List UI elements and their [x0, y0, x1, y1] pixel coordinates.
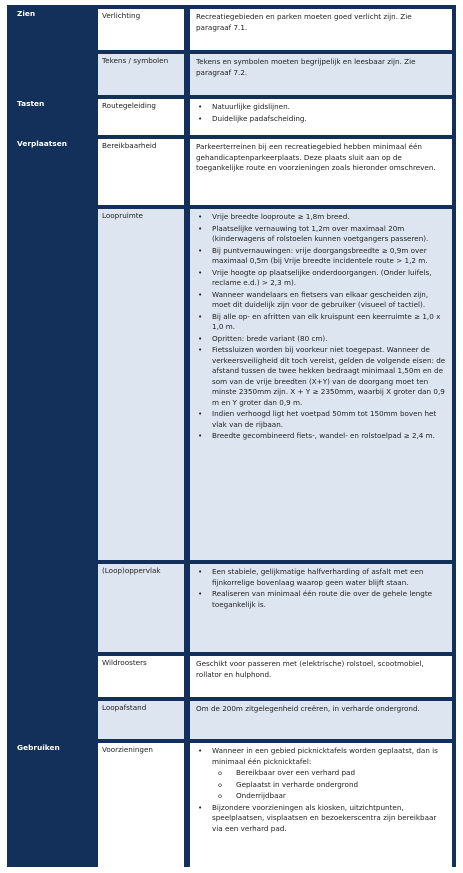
list-item: • Vrije breedte looproute ≥ 1,8m breed. [212, 212, 446, 223]
row-label: Voorzieningen [98, 743, 184, 867]
row-label-verlichting [95, 5, 188, 50]
row-detail-verlichting [188, 5, 456, 50]
row-label-tekens [95, 50, 188, 95]
row-label: Wildroosters [98, 656, 184, 697]
row-label-oppervlak [95, 560, 188, 652]
row-text: Parkeerterreinen bij een recreatiegebied hebben minimaal één gehandicaptenparkeerplaats. Deze plaats sluit aan op de toegankelijke route en voorzieningen zoals hieronder omschreven. [190, 139, 452, 205]
section-label: Verplaatsen [17, 139, 67, 148]
row-label: Loopruimte [98, 209, 184, 560]
row-label-voorzieningen [95, 739, 188, 867]
row-detail-voorzieningen [188, 739, 456, 867]
row-label: (Loop)oppervlak [98, 564, 184, 652]
row-label: Routegeleiding [98, 99, 184, 135]
list-item: • Fietssluizen worden bij voorkeur niet toegepast. Wanneer de verkeersveiligheid dit toch vereist, gelden de volgende eisen: de afstand tussen de twee hekken bedraagt minimaal 1,50m en de som van de vrije breedten (X+Y) van de doorgang moet ten minste 2350mm zijn. X + Y ≥ 2350mm, waarbij X groter dan 0,9 m en Y groter dan 0,9 m. [212, 345, 446, 408]
section-gebruiken [7, 739, 95, 867]
row-text: Tekens en symbolen moeten begrijpelijk en leesbaar zijn. Zie paragraaf 7.2. [190, 54, 452, 95]
sub-list-item: o Geplaatst in verharde ondergrond [236, 780, 446, 791]
section-tasten [7, 95, 95, 135]
list-item: • Plaatselijke vernauwing tot 1,2m over maximaal 20m (kinderwagens of rolstoelen kunnen voetgangers passeren). [212, 224, 446, 245]
list-item: • Bijzondere voorzieningen als kiosken, uitzichtpunten, speelplaatsen, visplaatsen en bezoekerscentra zijn bereikbaar via een verhard pad. [212, 803, 446, 835]
row-label-wildroosters [95, 652, 188, 697]
sub-list-item: o Bereikbaar over een verhard pad [236, 768, 446, 779]
list-item: • Indien verhoogd ligt het voetpad 50mm tot 150mm boven het vlak van de rijbaan. [212, 409, 446, 430]
list-item: • Natuurlijke gidslijnen. [212, 102, 446, 113]
row-label: Verlichting [98, 9, 184, 50]
row-list [190, 564, 452, 652]
list-item: • Opritten: brede variant (80 cm). [212, 334, 446, 345]
row-list [190, 99, 452, 135]
list-item: • Bij puntvernauwingen: vrije doorgangsbreedte ≥ 0,9m over maximaal 0,5m (bij Vrije breedte incidentele route > 1,2 m. [212, 246, 446, 267]
row-label-loopafstand [95, 697, 188, 739]
row-detail-loopruimte [188, 205, 456, 560]
row-label-bereikbaarheid [95, 135, 188, 205]
section-zien [7, 5, 95, 95]
section-label: Gebruiken [17, 743, 60, 752]
list-item: • Wanneer wandelaars en fietsers van elkaar gescheiden zijn, moet dit duidelijk zijn voor de gebruiker (visueel of tactiel). [212, 290, 446, 311]
sub-list-item: o Onderrijdbaar [236, 791, 446, 802]
list-item: • Bij alle op- en afritten van elk kruispunt een keerruimte ≥ 1,0 x 1,0 m. [212, 312, 446, 333]
row-list [190, 209, 452, 560]
row-detail-routegeleiding [188, 95, 456, 135]
row-label-routegeleiding [95, 95, 188, 135]
row-detail-tekens [188, 50, 456, 95]
row-text: Geschikt voor passeren met (elektrische) rolstoel, scootmobiel, rollator en hulphond. [190, 656, 452, 697]
row-detail-wildroosters [188, 652, 456, 697]
list-item: • Een stabiele, gelijkmatige halfverharding of asfalt met een fijnkorrelige bovenlaag waarop geen water blijft staan. [212, 567, 446, 588]
list-item: • Vrije hoogte op plaatselijke onderdoorgangen. (Onder luifels, reclame e.d.) > 2,3 m). [212, 268, 446, 289]
section-verplaatsen [7, 135, 95, 739]
row-label: Bereikbaarheid [98, 139, 184, 205]
row-text: Om de 200m zitgelegenheid creëren, in verharde ondergrond. [190, 701, 452, 739]
list-item: • Breedte gecombineerd fiets-, wandel- en rolstoelpad ≥ 2,4 m. [212, 431, 446, 442]
row-detail-bereikbaarheid [188, 135, 456, 205]
row-text: Recreatiegebieden en parken moeten goed verlicht zijn. Zie paragraaf 7.1. [190, 9, 452, 50]
list-item: • Duidelijke padafscheiding. [212, 114, 446, 125]
row-label: Loopafstand [98, 701, 184, 739]
list-item: • Realiseren van minimaal één route die over de gehele lengte toegankelijk is. [212, 589, 446, 610]
row-list [190, 743, 452, 867]
section-label: Zien [17, 9, 36, 18]
row-label: Tekens / symbolen [98, 54, 184, 95]
row-label-loopruimte [95, 205, 188, 560]
list-item [212, 746, 446, 802]
section-label: Tasten [17, 99, 45, 108]
row-detail-oppervlak [188, 560, 456, 652]
list-item-text: Wanneer in een gebied picknicktafels worden geplaatst, dan is minimaal één picknicktafel: [212, 746, 438, 766]
row-detail-loopafstand [188, 697, 456, 739]
